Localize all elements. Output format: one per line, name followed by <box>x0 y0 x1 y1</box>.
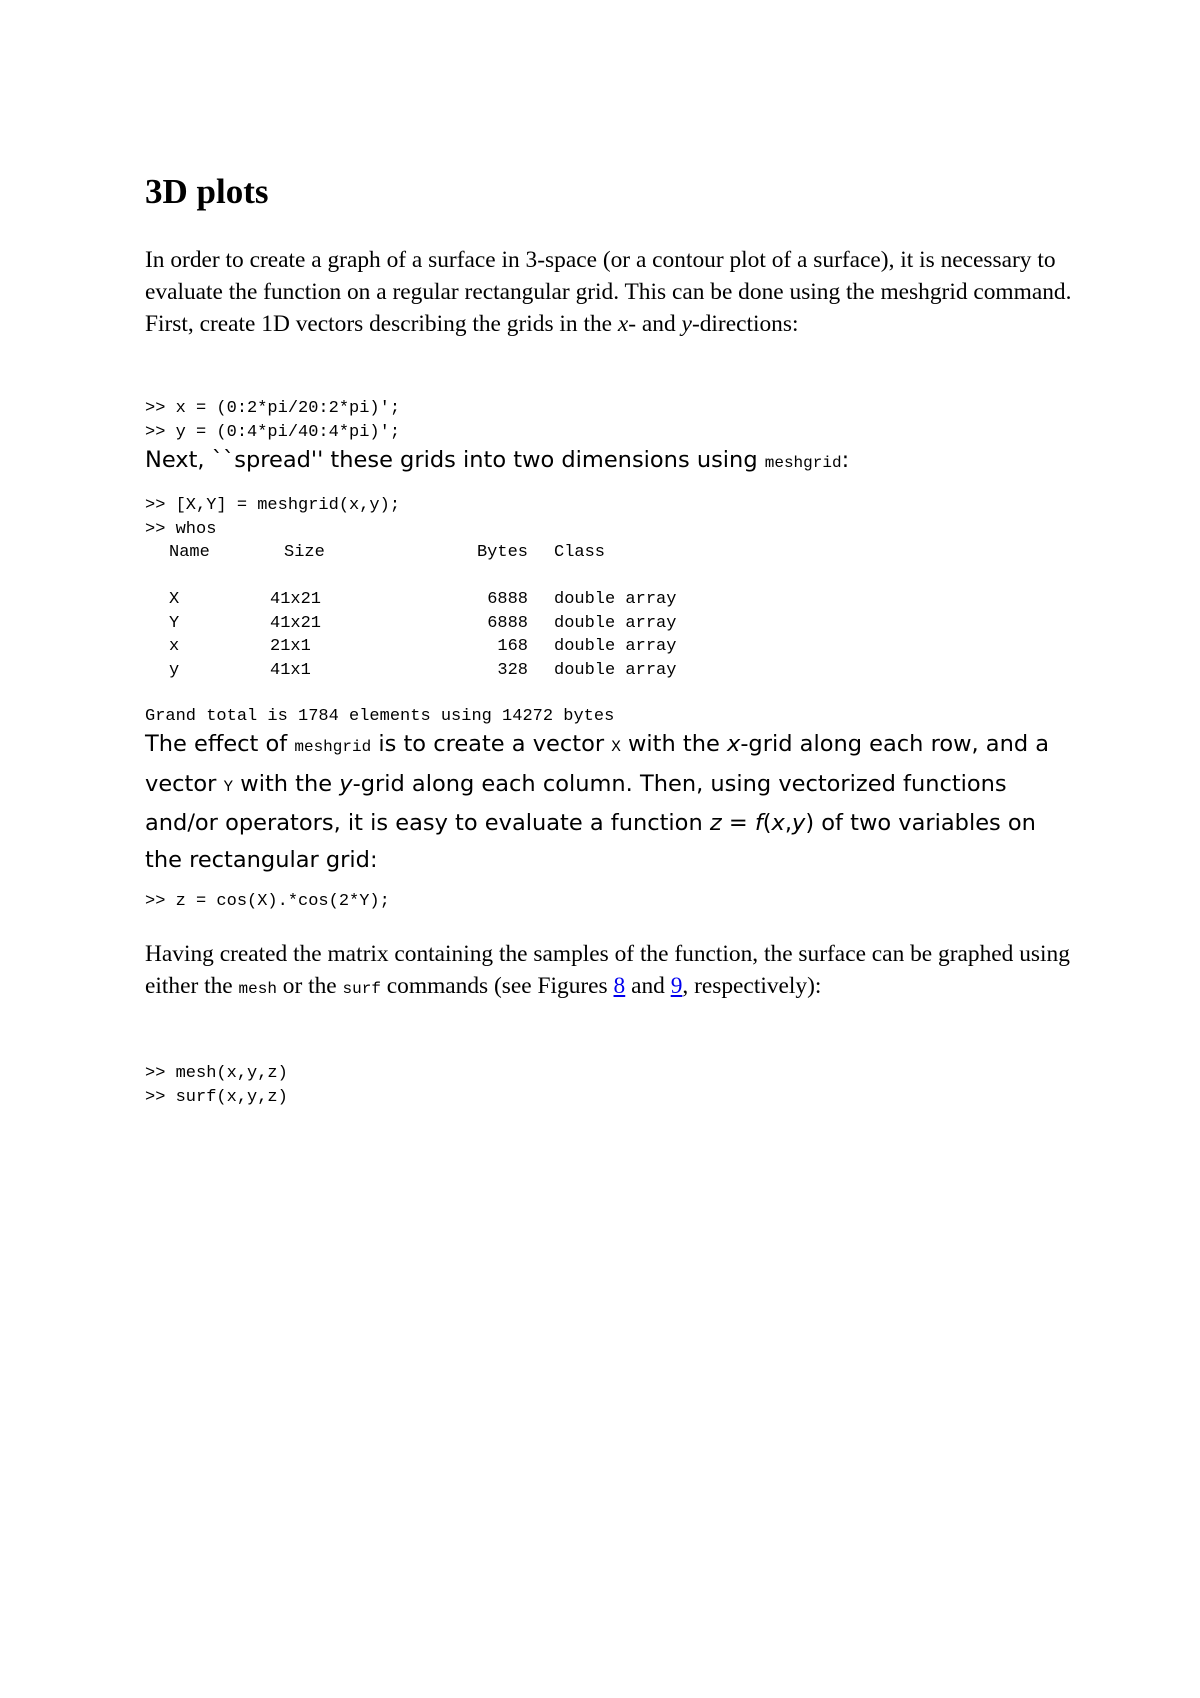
code-block-evaluate: >> z = cos(X).*cos(2*Y); <box>145 892 390 911</box>
spread-text: Next, ``spread'' these grids into two dimensions using <box>145 447 765 473</box>
effect-paragraph <box>145 726 1075 878</box>
whos-header-row <box>145 541 754 565</box>
code-block-vectors: >> x = (0:2*pi/20:2*pi)'; >> y = (0:4*pi/40:4*pi)'; <box>145 399 401 442</box>
whos-cell-name: y <box>169 660 180 680</box>
graph-inline-code-mesh: mesh <box>238 980 277 998</box>
graph-inline-code-surf: surf <box>342 980 381 998</box>
whos-cell-class: double array <box>554 590 677 609</box>
whos-cell-size: 41x21 <box>270 613 322 633</box>
effect-text: , <box>784 810 793 836</box>
effect-text: is to create a vector <box>371 731 612 757</box>
whos-cell-size: 41x1 <box>270 660 311 680</box>
whos-cell-name: x <box>169 637 180 656</box>
table-row <box>145 635 754 659</box>
effect-variable: y <box>792 810 806 836</box>
graph-text: or the <box>276 973 343 999</box>
whos-cell-bytes: 6888 <box>487 613 528 633</box>
whos-header-size: Size <box>284 543 325 562</box>
whos-grand-total: Grand total is 1784 elements using 14272 bytes <box>145 707 615 726</box>
graph-text: , respectively): <box>682 973 822 999</box>
spread-after: : <box>841 447 850 473</box>
whos-cell-name: X <box>169 590 180 609</box>
graph-paragraph <box>145 938 1075 1005</box>
graph-text: and <box>625 973 671 999</box>
intro-dash: - and <box>628 311 682 337</box>
whos-cell-bytes: 168 <box>497 637 528 656</box>
effect-inline-code-y: Y <box>223 777 234 796</box>
whos-cell-class: double array <box>554 637 677 656</box>
whos-cell-bytes: 328 <box>497 660 528 680</box>
graph-text: Having created the matrix containing the samples of the function, the surface can be graphed using either the <box>145 941 1070 999</box>
whos-cell-name: Y <box>169 613 180 633</box>
whos-cell-class: double array <box>554 660 677 680</box>
effect-variable: f <box>754 810 763 836</box>
table-row <box>145 588 754 612</box>
effect-inline-code-x: X <box>611 738 621 756</box>
whos-cell-bytes: 6888 <box>487 590 528 609</box>
effect-text: ( <box>762 810 772 836</box>
effect-variable: y <box>339 770 353 797</box>
intro-paragraph <box>145 244 1075 340</box>
intro-y-variable: y <box>681 311 692 337</box>
effect-text: -grid along each column. Then, using vectorized functions and/or operators, it is easy to evaluate a function <box>145 770 1007 836</box>
whos-header-bytes: Bytes <box>476 543 528 562</box>
effect-variable: z <box>709 810 722 836</box>
figure-8-link[interactable]: 8 <box>613 973 626 999</box>
spread-paragraph <box>145 444 1075 479</box>
spread-inline-code: meshgrid <box>764 454 842 472</box>
effect-text: ) of two variables on the rectangular grid: <box>145 810 1036 873</box>
table-row <box>145 612 754 636</box>
whos-output-table <box>145 541 754 682</box>
effect-text: -grid along each row, and a vector <box>145 731 1050 797</box>
whos-cell-size: 41x21 <box>270 590 322 609</box>
whos-header-class: Class <box>554 543 606 562</box>
effect-text: The effect of <box>145 731 295 757</box>
table-row <box>145 659 754 683</box>
effect-inline-code-meshgrid: meshgrid <box>294 738 372 756</box>
graph-text: commands (see Figures <box>380 973 614 999</box>
effect-text: with the <box>233 770 340 797</box>
code-block-plot: >> mesh(x,y,z) >> surf(x,y,z) <box>145 1064 288 1107</box>
code-block-meshgrid: >> [X,Y] = meshgrid(x,y); >> whos <box>145 496 401 539</box>
effect-text: = <box>721 810 755 836</box>
whos-header-name: Name <box>169 543 210 562</box>
effect-variable: x <box>726 731 741 757</box>
intro-tail: -directions: <box>691 311 799 337</box>
whos-cell-size: 21x1 <box>270 637 311 656</box>
effect-text: with the <box>620 731 727 757</box>
figure-9-link[interactable]: 9 <box>670 973 683 999</box>
whos-spacer-row <box>145 565 754 589</box>
page-title: 3D plots <box>145 172 269 211</box>
effect-variable: x <box>771 810 785 836</box>
whos-cell-class: double array <box>554 613 677 633</box>
intro-x-variable: x <box>617 311 629 337</box>
intro-text: In order to create a graph of a surface in 3-space (or a contour plot of a surface), it is necessary to evaluate the function on a regular rectangular grid. This can be done using the meshgrid command. First, create 1D vectors describing the grids in the <box>145 247 1072 337</box>
